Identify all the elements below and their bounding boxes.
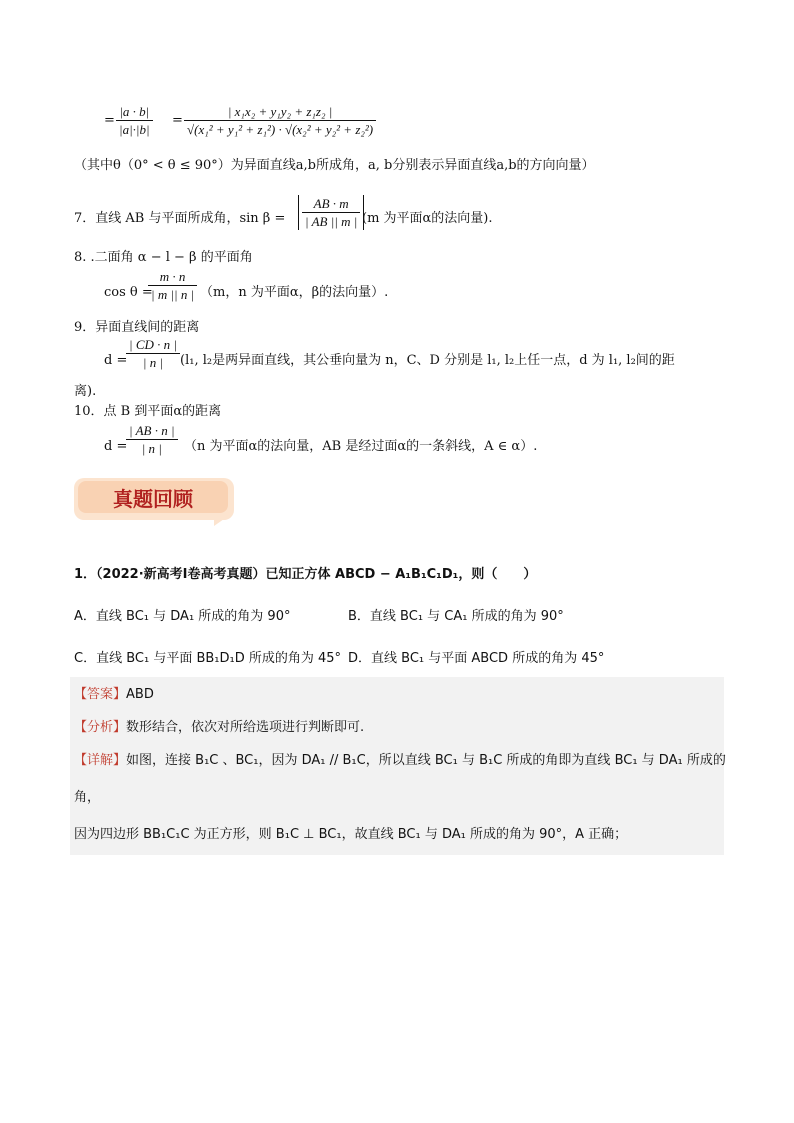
option-b: B．直线 BC₁ 与 CA₁ 所成的角为 90° xyxy=(348,609,564,624)
item10-title: 10．点 B 到平面α的距离 xyxy=(74,404,222,419)
option-a: A．直线 BC₁ 与 DA₁ 所成的角为 90° xyxy=(74,609,291,624)
item10-suffix: （n 为平面α的法向量，AB 是经过面α的一条斜线，A ∈ α）. xyxy=(184,439,538,454)
analysis-line xyxy=(74,719,364,737)
formula-top-left-num: |a · b| xyxy=(116,103,153,121)
option-d: D．直线 BC₁ 与平面 ABCD 所成的角为 45° xyxy=(348,651,605,666)
question-stem: 1．（2022·新高考Ⅰ卷高考真题）已知正方体 ABCD − A₁B₁C₁D₁，则（ ） xyxy=(74,567,537,582)
formula-top-left-den: |a|·|b| xyxy=(119,122,150,137)
item10-prefix: d = xyxy=(104,439,128,454)
item8-title: 8. .二面角 α − l − β 的平面角 xyxy=(74,250,253,265)
item7-suffix: (m 为平面α的法向量). xyxy=(362,211,493,226)
detail-tag: 【详解】 xyxy=(74,753,127,768)
item10-den: | n | xyxy=(141,441,162,456)
formula-top-left-fraction xyxy=(116,103,153,138)
detail-line3: 因为四边形 BB₁C₁C 为正方形，则 B₁C ⊥ BC₁，故直线 BC₁ 与 DA₁ 所成的角为 90°，A 正确； xyxy=(74,827,628,842)
item8-prefix: cos θ = xyxy=(104,285,153,300)
answer-value: ABD xyxy=(126,687,154,702)
detail-line2: 角， xyxy=(74,790,101,805)
note-line: （其中θ（0° < θ ≤ 90°）为异面直线a,b所成角，a, b分别表示异面直线a,b的方向向量） xyxy=(74,158,595,173)
item8-suffix: （m，n 为平面α，β的法向量）. xyxy=(200,285,389,300)
detail-text-1: 如图，连接 B₁C 、BC₁，因为 DA₁ // B₁C，所以直线 BC₁ 与 B₁C 所成的角即为直线 BC₁ 与 DA₁ 所成的 xyxy=(126,753,726,768)
item9-den: | n | xyxy=(142,355,164,370)
item8-num: m · n xyxy=(148,268,197,286)
section-badge xyxy=(74,478,236,526)
item9-prefix: d = xyxy=(104,353,128,368)
detail-line1 xyxy=(74,752,726,770)
analysis-tag: 【分析】 xyxy=(74,720,127,735)
option-c: C．直线 BC₁ 与平面 BB₁D₁D 所成的角为 45° xyxy=(74,651,342,666)
item9-suffix2: 离). xyxy=(74,384,97,399)
item7-prefix: 7．直线 AB 与平面所成角，sin β = xyxy=(74,211,286,226)
item7-fraction xyxy=(298,195,364,230)
item10-fraction xyxy=(126,422,178,457)
item7-num: AB · m xyxy=(302,195,360,213)
item8-fraction xyxy=(148,268,197,303)
item9-fraction xyxy=(126,336,180,371)
item8-den: | m || n | xyxy=(151,287,195,302)
item9-num: | CD · n | xyxy=(126,336,180,354)
item10-num: | AB · n | xyxy=(126,422,178,440)
formula-top-right-num: | x₁x₂ + y₁y₂ + z₁z₂ | xyxy=(184,103,376,121)
answer-tag: 【答案】 xyxy=(74,687,127,702)
formula-top-right-den: √(x₁² + y₁² + z₁²) · √(x₂² + y₂² + z₂²) xyxy=(187,122,374,137)
analysis-text: 数形结合，依次对所给选项进行判断即可. xyxy=(126,720,365,735)
formula-top-right-fraction xyxy=(184,103,376,138)
item9-suffix: (l₁, l₂是两异面直线，其公垂向量为 n，C、D 分别是 l₁, l₂上任一点，d 为 l₁, l₂间的距 xyxy=(180,353,675,368)
item7-den: | AB || m | xyxy=(305,214,358,229)
item9-title: 9．异面直线间的距离 xyxy=(74,320,200,335)
answer-line xyxy=(74,686,154,704)
section-badge-label: 真题回顾 xyxy=(78,481,228,513)
